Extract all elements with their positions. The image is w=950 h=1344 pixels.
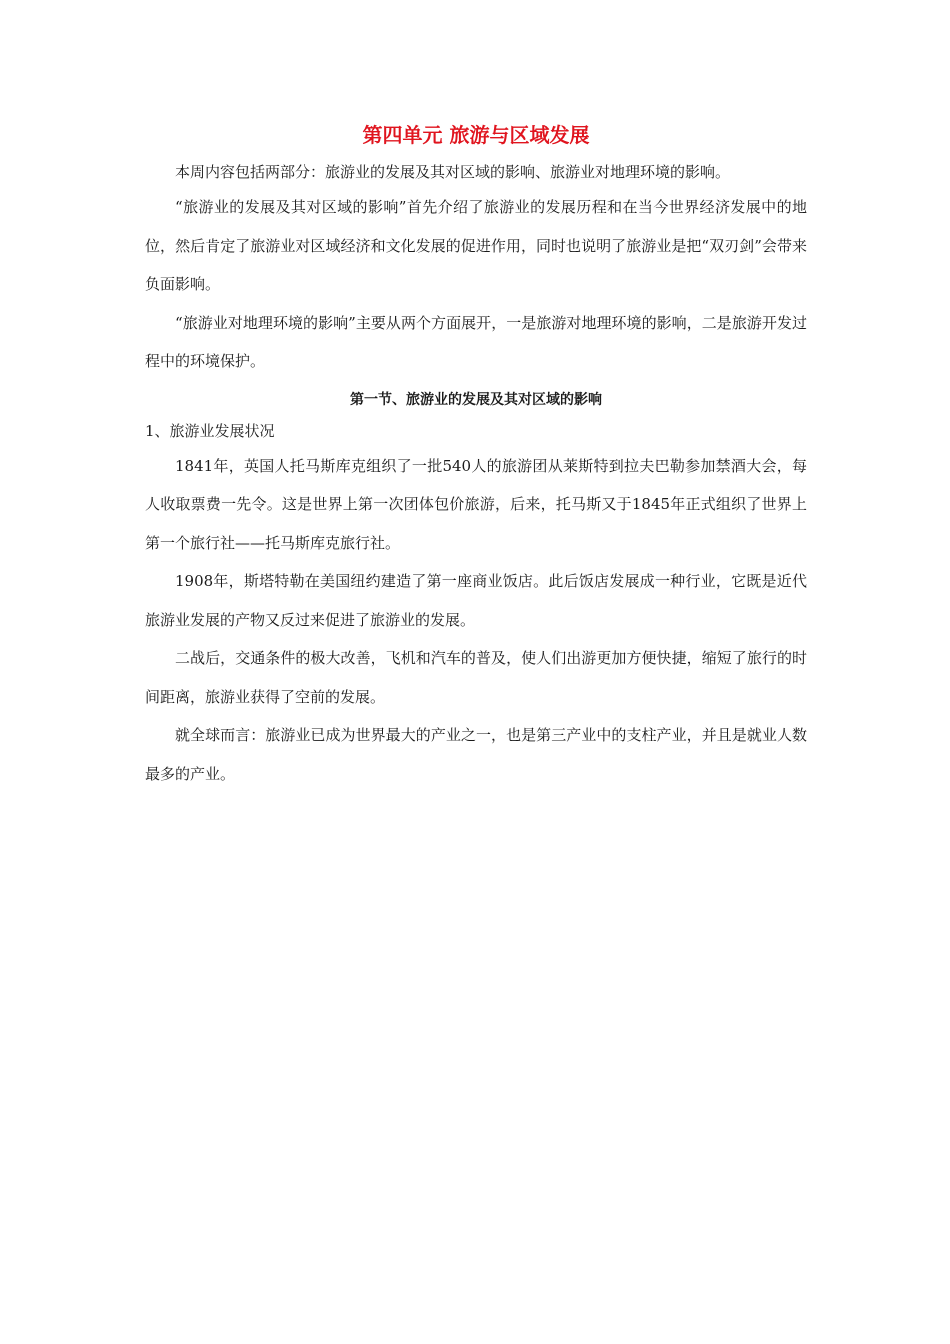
section-title: 第一节、旅游业的发展及其对区域的影响 [350, 391, 602, 408]
body-paragraph-2: 1908年，斯塔特勒在美国纽约建造了第一座商业饭店。此后饭店发展成一种行业，它既是近代旅游业发展的产物又反过来促进了旅游业的发展。 [145, 572, 807, 629]
intro-paragraph-3: “旅游业对地理环境的影响”主要从两个方面展开，一是旅游对地理环境的影响，二是旅游开发过程中的环境保护。 [145, 313, 807, 370]
body-paragraph-1: 1841年，英国人托马斯库克组织了一批540人的旅游团从莱斯特到拉夫巴勒参加禁酒大会，每人收取票费一先令。这是世界上第一次团体包价旅游，后来，托马斯又于1845年正式组织了世界上第一个旅行社——托马斯库克旅行社。 [145, 456, 807, 552]
document-page [145, 120, 807, 793]
intro-paragraph-2: “旅游业的发展及其对区域的影响”首先介绍了旅游业的发展历程和在当今世界经济发展中的地位，然后肯定了旅游业对区域经济和文化发展的促进作用，同时也说明了旅游业是把“双刃剑”会带来负面影响。 [145, 198, 807, 293]
subheading: 1、旅游业发展状况 [145, 421, 275, 440]
intro-paragraph-1: 本周内容包括两部分：旅游业的发展及其对区域的影响、旅游业对地理环境的影响。 [175, 163, 731, 181]
document-title: 第四单元 旅游与区域发展 [362, 123, 590, 147]
body-paragraph-3: 二战后，交通条件的极大改善，飞机和汽车的普及，使人们出游更加方便快捷，缩短了旅行的时间距离，旅游业获得了空前的发展。 [145, 649, 807, 706]
body-paragraph-4: 就全球而言：旅游业已成为世界最大的产业之一，也是第三产业中的支柱产业，并且是就业人数最多的产业。 [145, 726, 807, 783]
